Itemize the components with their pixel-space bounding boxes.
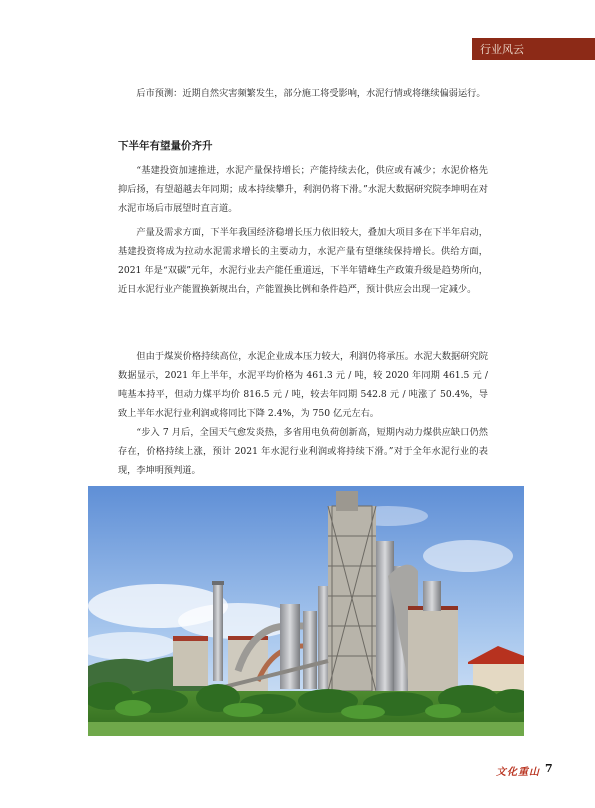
page-number: 7: [545, 762, 553, 775]
section-tag: 行业风云: [472, 38, 595, 60]
cement-plant-photo: [88, 486, 524, 736]
magazine-logo: 文化重山: [496, 767, 540, 778]
intro-paragraph: 后市预测：近期自然灾害频繁发生，部分施工将受影响，水泥行情或将继续偏弱运行。: [136, 88, 486, 99]
paragraph-1: “基建投资加速推进，水泥产量保持增长；产能持续去化，供应或有减少；水泥价格先抑后扬，有望超越去年同期；成本持续攀升，利润仍将下滑。”水泥大数据研究院李坤明在对水泥市场后市展望时直言道。: [118, 165, 488, 214]
paragraph-2: 产量及需求方面，下半年我国经济稳增长压力依旧较大，叠加大项目多在下半年启动，基建投资将成为拉动水泥需求增长的主要动力，水泥产量有望继续保持增长。供给方面，2021 年是“双碳”元年，水泥行业去产能任重道远，下半年错峰生产政策升级是趋势所向，近日水泥行业产能置换新规出台，产能置换比例和条件趋严，预计供应会出现一定减少。: [118, 227, 488, 295]
section-subheading: 下半年有望量价齐升: [118, 140, 213, 152]
paragraph-3: 但由于煤炭价格持续高位，水泥企业成本压力较大，利润仍将承压。水泥大数据研究院数据显示，2021 年上半年，水泥平均价格为 461.3 元 / 吨，较 2020 年同期 461.5 元 / 吨基本持平，但动力煤平均价 816.5 元 / 吨，较去年同期 542.8 元 / 吨涨了 50.4%，导致上半年水泥行业利润或将同比下降 2.4%，为 750 亿元左右。: [118, 351, 488, 419]
paragraph-4: “步入 7 月后，全国天气愈发炎热，多省用电负荷创新高，短期内动力煤供应缺口仍然存在，价格持续上涨，预计 2021 年水泥行业利润或将持续下滑。”对于全年水泥行业的表现，李坤明预判道。: [118, 427, 488, 476]
